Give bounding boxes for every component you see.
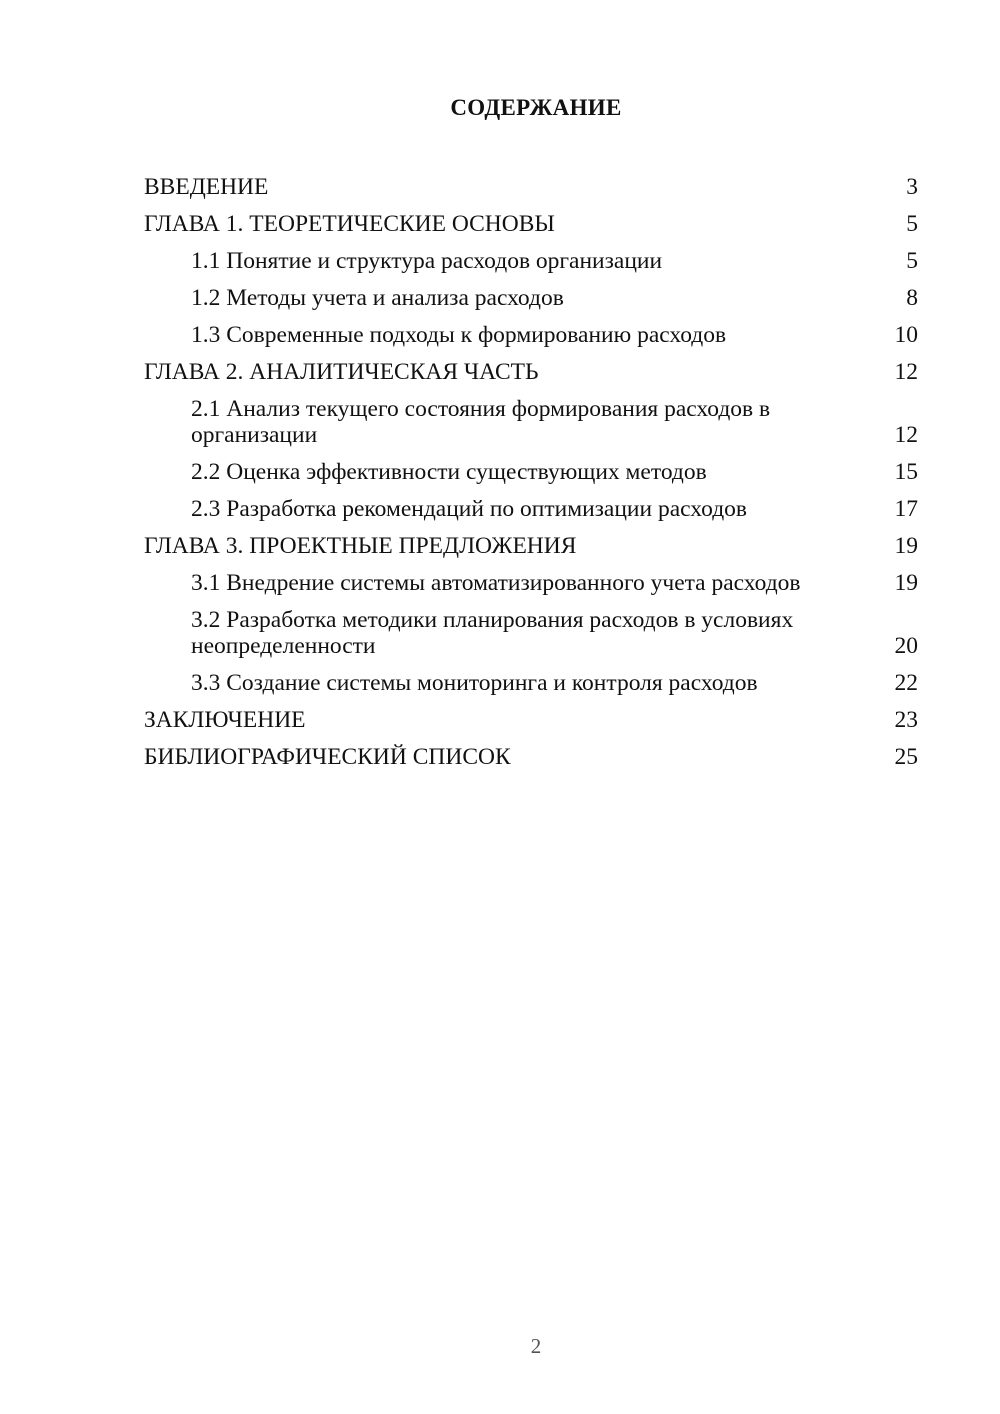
toc-entry-bibliography [144,738,918,775]
toc-entry-page: 17 [894,495,918,522]
toc-entry-page: 25 [894,743,918,770]
toc-entry-title: 3.2 Разработка методики планирования расходов в условиях неопределенности [191,606,794,659]
toc-entry-page: 8 [906,284,918,311]
toc-entry-title: 3.1 Внедрение системы автоматизированного учета расходов [191,569,801,596]
toc-entry-section-1-3 [144,316,918,353]
toc-entry-title: БИБЛИОГРАФИЧЕСКИЙ СПИСОК [144,743,511,770]
toc-entry-title: 1.2 Методы учета и анализа расходов [191,284,564,311]
toc-entry-section-3-1 [144,564,918,601]
toc-entry-title: 2.3 Разработка рекомендаций по оптимизации расходов [191,495,747,522]
toc-entry-page: 3 [906,173,918,200]
toc-entry-title: ГЛАВА 2. АНАЛИТИЧЕСКАЯ ЧАСТЬ [144,358,539,385]
toc-entry-page: 5 [906,210,918,237]
toc-entry-title: 1.3 Современные подходы к формированию расходов [191,321,727,348]
toc-entry-page: 19 [894,532,918,559]
toc-entry-page: 19 [894,569,918,596]
toc-entry-introduction [144,168,918,205]
toc-entry-page: 23 [894,706,918,733]
toc-entry-section-2-1 [144,390,918,453]
toc-entry-page: 20 [894,632,918,659]
toc-entry-title: 3.3 Создание системы мониторинга и контроля расходов [191,669,758,696]
toc-entry-conclusion [144,701,918,738]
toc-entry-chapter-2 [144,353,918,390]
page-number: 2 [530,1334,542,1358]
toc-entry-section-2-3 [144,490,918,527]
toc-entry-title: 2.2 Оценка эффективности существующих методов [191,458,707,485]
toc-entry-section-1-2 [144,279,918,316]
toc-entry-title: ВВЕДЕНИЕ [144,173,269,200]
toc-entry-chapter-3 [144,527,918,564]
toc-entry-title: 1.1 Понятие и структура расходов организации [191,247,663,274]
toc-entry-chapter-1 [144,205,918,242]
toc-entry-title: ГЛАВА 3. ПРОЕКТНЫЕ ПРЕДЛОЖЕНИЯ [144,532,577,559]
toc-entry-page: 10 [894,321,918,348]
toc-entry-page: 12 [894,358,918,385]
toc-entry-page: 5 [906,247,918,274]
toc-entry-page: 12 [894,421,918,448]
toc-entry-title: 2.1 Анализ текущего состояния формирования расходов в организации [191,395,771,448]
table-of-contents [144,168,918,775]
toc-entry-section-2-2 [144,453,918,490]
toc-entry-page: 15 [894,458,918,485]
toc-entry-section-3-3 [144,664,918,701]
toc-entry-title: ЗАКЛЮЧЕНИЕ [144,706,306,733]
toc-heading: СОДЕРЖАНИЕ [450,95,622,120]
toc-entry-section-3-2 [144,601,918,664]
toc-entry-page: 22 [894,669,918,696]
toc-entry-title: ГЛАВА 1. ТЕОРЕТИЧЕСКИЕ ОСНОВЫ [144,210,555,237]
toc-entry-section-1-1 [144,242,918,279]
